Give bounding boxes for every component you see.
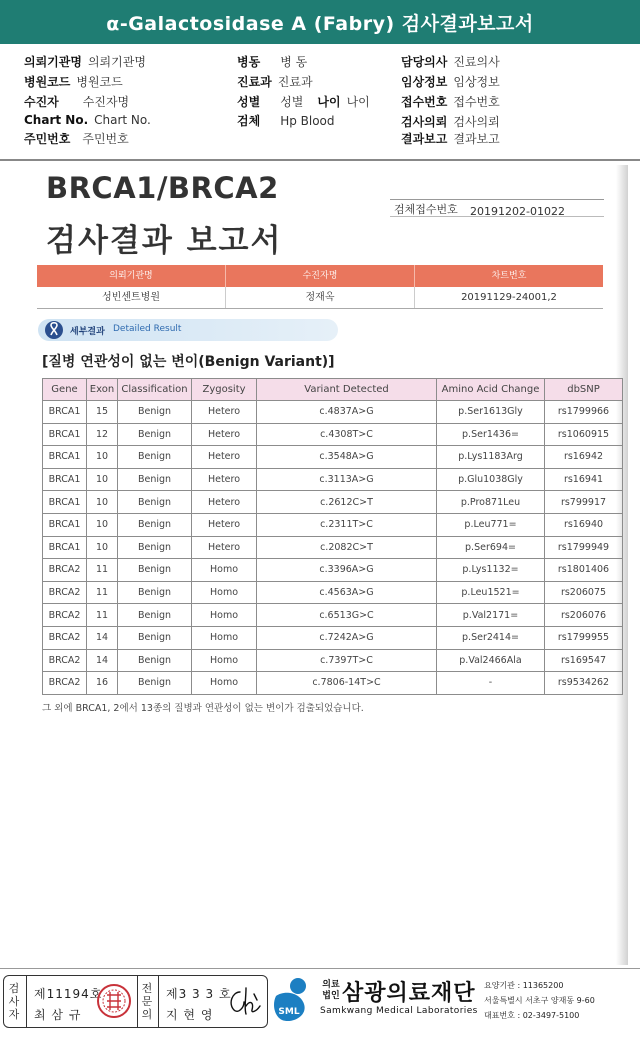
table-row (43, 491, 623, 514)
footer-divider (0, 968, 640, 969)
field-clinical-info: 임상정보 임상정보 (401, 75, 500, 89)
cell-dbsnp: rs16940 (545, 513, 623, 536)
cell-amino-acid: p.Val2466Ala (437, 649, 545, 672)
table-row (43, 559, 623, 582)
field-sex-age: 성별 성별 나이 나이 (237, 95, 370, 109)
col-amino-acid: Amino Acid Change (437, 379, 545, 401)
table-row (43, 604, 623, 627)
table-row (43, 536, 623, 559)
cell-dbsnp: rs1799949 (545, 536, 623, 559)
field-result-report: 결과보고 결과보고 (401, 132, 500, 146)
field-hospital-code: 병원코드 병원코드 (24, 75, 123, 89)
report-heading-genes: BRCA1/BRCA2 (46, 171, 279, 205)
table-row (43, 672, 623, 695)
report-heading: 검사결과 보고서 (46, 223, 283, 259)
cell-variant: c.2311T>C (257, 513, 437, 536)
cell-classification: Benign (118, 423, 192, 446)
cell-classification: Benign (118, 401, 192, 424)
patient-institution: 성빈센트병원 (37, 287, 226, 308)
cell-gene: BRCA1 (43, 446, 87, 469)
cell-zygosity: Hetero (192, 491, 257, 514)
cell-classification: Benign (118, 626, 192, 649)
field-test-request: 검사의뢰 검사의뢰 (401, 115, 500, 129)
field-receipt-no: 접수번호 접수번호 (401, 95, 500, 109)
table-row (43, 468, 623, 491)
scanned-report (12, 165, 628, 965)
sig-separator (26, 976, 27, 1027)
cell-amino-acid: p.Ser694= (437, 536, 545, 559)
org-prefix: 의료법인 (322, 980, 340, 1001)
org-code: 요양기관 : 11365200 (484, 981, 564, 990)
cell-dbsnp: rs206075 (545, 581, 623, 604)
cell-variant: c.3113A>G (257, 468, 437, 491)
cell-zygosity: Hetero (192, 536, 257, 559)
patient-table-header (37, 265, 603, 287)
doctor-name: 지 현 영 (166, 1008, 214, 1022)
cell-dbsnp: rs206076 (545, 604, 623, 627)
header-divider (0, 159, 640, 161)
cell-exon: 10 (87, 468, 118, 491)
cell-exon: 10 (87, 513, 118, 536)
cell-amino-acid: p.Ser1436= (437, 423, 545, 446)
cell-amino-acid: p.Ser1613Gly (437, 401, 545, 424)
cell-variant: c.2612C>T (257, 491, 437, 514)
cell-dbsnp: rs1801406 (545, 559, 623, 582)
patient-info-header (0, 48, 640, 160)
cell-zygosity: Homo (192, 626, 257, 649)
cell-gene: BRCA1 (43, 491, 87, 514)
cell-exon: 11 (87, 559, 118, 582)
cell-gene: BRCA1 (43, 513, 87, 536)
cell-exon: 14 (87, 649, 118, 672)
cell-dbsnp: rs1799955 (545, 626, 623, 649)
cell-gene: BRCA1 (43, 423, 87, 446)
cell-exon: 15 (87, 401, 118, 424)
cell-exon: 10 (87, 491, 118, 514)
cell-gene: BRCA2 (43, 626, 87, 649)
cell-amino-acid: p.Glu1038Gly (437, 468, 545, 491)
cell-zygosity: Homo (192, 672, 257, 695)
cell-amino-acid: p.Val2171= (437, 604, 545, 627)
cell-exon: 12 (87, 423, 118, 446)
cell-exon: 11 (87, 604, 118, 627)
variant-table (42, 378, 623, 695)
detail-label-en: Detailed Result (113, 324, 182, 334)
seal-stamp-icon (96, 983, 132, 1019)
cell-dbsnp: rs1799966 (545, 401, 623, 424)
org-phone: 대표번호 : 02-3497-5100 (484, 1011, 580, 1020)
cell-variant: c.4308T>C (257, 423, 437, 446)
col-exon: Exon (87, 379, 118, 401)
cell-classification: Benign (118, 604, 192, 627)
patient-table-row (37, 287, 603, 309)
field-ward: 병동 병 동 (237, 55, 308, 69)
report-title: α-Galactosidase A (Fabry) 검사결과보고서 (0, 0, 640, 44)
sig-separator (137, 976, 138, 1027)
field-doctor: 담당의사 진료의사 (401, 55, 500, 69)
cell-dbsnp: rs1060915 (545, 423, 623, 446)
receipt-label: 검체접수번호 (394, 203, 458, 216)
cell-exon: 14 (87, 626, 118, 649)
table-row (43, 513, 623, 536)
cell-amino-acid: p.Ser2414= (437, 626, 545, 649)
cell-variant: c.2082C>T (257, 536, 437, 559)
cell-dbsnp: rs9534262 (545, 672, 623, 695)
inspector-label: 검 사 자 (8, 982, 20, 1021)
cell-classification: Benign (118, 559, 192, 582)
handwritten-signature-icon (224, 982, 264, 1020)
cell-dbsnp: rs169547 (545, 649, 623, 672)
cell-gene: BRCA1 (43, 468, 87, 491)
table-row (43, 401, 623, 424)
ribbon-icon (44, 319, 64, 341)
table-row (43, 626, 623, 649)
cell-variant: c.6513G>C (257, 604, 437, 627)
cell-gene: BRCA2 (43, 649, 87, 672)
cell-variant: c.3548A>G (257, 446, 437, 469)
cell-zygosity: Hetero (192, 401, 257, 424)
cell-zygosity: Homo (192, 649, 257, 672)
cell-dbsnp: rs16942 (545, 446, 623, 469)
detail-label-kr: 세부결과 (70, 327, 105, 337)
receipt-top-rule (390, 199, 604, 200)
cell-exon: 10 (87, 536, 118, 559)
receipt-number: 20191202-01022 (470, 205, 565, 218)
patient-col-institution: 의뢰기관명 (37, 265, 226, 287)
doctor-label: 전 문 의 (141, 982, 153, 1021)
cell-variant: c.7397T>C (257, 649, 437, 672)
cell-classification: Benign (118, 536, 192, 559)
col-zygosity: Zygosity (192, 379, 257, 401)
patient-col-name: 수진자명 (226, 265, 415, 287)
field-patient: 수진자 수진자명 (24, 95, 130, 109)
cell-exon: 16 (87, 672, 118, 695)
cell-amino-acid: - (437, 672, 545, 695)
table-row (43, 649, 623, 672)
cell-dbsnp: rs16941 (545, 468, 623, 491)
footnote: 그 외에 BRCA1, 2에서 13종의 질병과 연관성이 없는 변이가 검출되었습니다. (42, 703, 364, 714)
col-gene: Gene (43, 379, 87, 401)
cell-classification: Benign (118, 513, 192, 536)
cell-amino-acid: p.Pro871Leu (437, 491, 545, 514)
cell-variant: c.4837A>G (257, 401, 437, 424)
cell-amino-acid: p.Lys1132= (437, 559, 545, 582)
col-dbsnp: dbSNP (545, 379, 623, 401)
svg-text:SML: SML (278, 1007, 300, 1017)
cell-gene: BRCA2 (43, 604, 87, 627)
cell-zygosity: Homo (192, 604, 257, 627)
variant-table-header (43, 379, 623, 401)
cell-classification: Benign (118, 649, 192, 672)
col-classification: Classification (118, 379, 192, 401)
cell-variant: c.3396A>G (257, 559, 437, 582)
table-row (43, 423, 623, 446)
cell-exon: 10 (87, 446, 118, 469)
field-specimen: 검체 Hp Blood (237, 114, 335, 128)
cell-dbsnp: rs799917 (545, 491, 623, 514)
org-address: 서울특별시 서초구 양재동 9-60 (484, 996, 595, 1005)
cell-zygosity: Hetero (192, 423, 257, 446)
cell-variant: c.4563A>G (257, 581, 437, 604)
cell-exon: 11 (87, 581, 118, 604)
cell-classification: Benign (118, 468, 192, 491)
cell-classification: Benign (118, 672, 192, 695)
signature-box (3, 975, 268, 1028)
cell-zygosity: Hetero (192, 468, 257, 491)
cell-amino-acid: p.Leu1521= (437, 581, 545, 604)
cell-gene: BRCA1 (43, 401, 87, 424)
cell-amino-acid: p.Leu771= (437, 513, 545, 536)
inspector-license: 제11194호 (34, 987, 103, 1001)
col-variant: Variant Detected (257, 379, 437, 401)
org-name: 삼광의료재단 (342, 981, 476, 1006)
cell-classification: Benign (118, 491, 192, 514)
cell-classification: Benign (118, 446, 192, 469)
org-name-english: Samkwang Medical Laboratories (320, 1006, 478, 1016)
doctor-license: 제3 3 3 호 (166, 987, 232, 1001)
cell-variant: c.7242A>G (257, 626, 437, 649)
patient-col-chart: 차트번호 (491, 271, 527, 281)
cell-gene: BRCA2 (43, 672, 87, 695)
table-row (43, 581, 623, 604)
cell-amino-acid: p.Lys1183Arg (437, 446, 545, 469)
cell-zygosity: Homo (192, 559, 257, 582)
cell-gene: BRCA2 (43, 581, 87, 604)
cell-zygosity: Homo (192, 581, 257, 604)
cell-classification: Benign (118, 581, 192, 604)
sig-separator (158, 976, 159, 1027)
sml-logo-icon (270, 976, 314, 1026)
field-resident-no: 주민번호 주민번호 (24, 132, 129, 146)
patient-name: 정재옥 (226, 287, 415, 308)
patient-chart-no: 20191129-24001,2 (461, 292, 557, 303)
cell-gene: BRCA2 (43, 559, 87, 582)
field-institution: 의뢰기관명 의뢰기관명 (24, 55, 146, 69)
cell-zygosity: Hetero (192, 513, 257, 536)
field-chart-no: Chart No. Chart No. (24, 113, 151, 127)
field-department: 진료과 진료과 (237, 75, 313, 89)
section-title: [질병 연관성이 없는 변이(Benign Variant)] (42, 354, 335, 370)
cell-variant: c.7806-14T>C (257, 672, 437, 695)
cell-gene: BRCA1 (43, 536, 87, 559)
cell-zygosity: Hetero (192, 446, 257, 469)
inspector-name: 최 삼 규 (34, 1008, 82, 1022)
table-row (43, 446, 623, 469)
